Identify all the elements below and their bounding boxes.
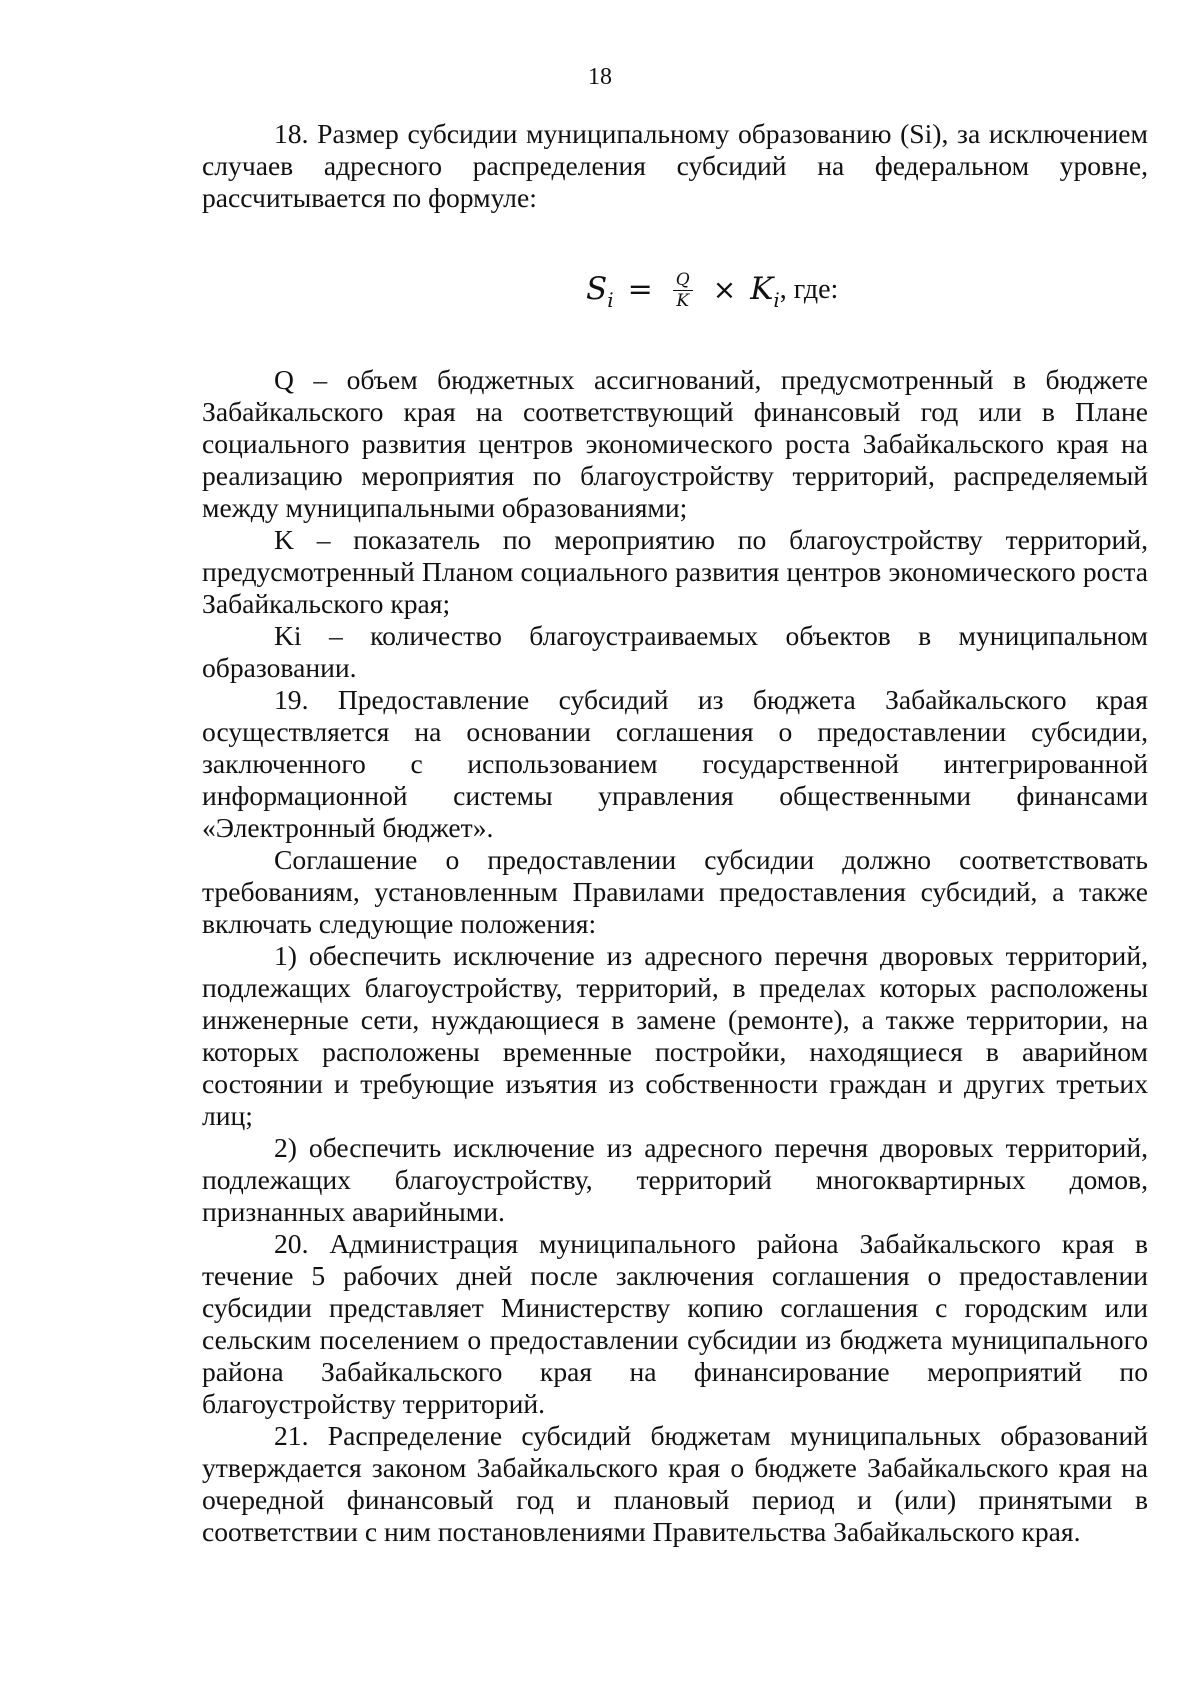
formula-operator: × [712, 273, 737, 306]
page-number: 18 [588, 64, 612, 90]
formula-fraction [673, 270, 693, 311]
paragraph-item-1: 1) обеспечить исключение из адресного перечня дворовых территорий, подлежащих благоустройству, территорий, в пределах которых расположены инженерные сети, нуждающиеся в замене (ремонте), а также территории, на которых расположены временные постройки, находящиеся в аварийном состоянии и требующие изъятия из собственности граждан и других третьих лиц; [202, 940, 1148, 1131]
paragraph-item-2: 2) обеспечить исключение из адресного перечня дворовых территорий, подлежащих благоустройству, территорий многоквартирных домов, признанных аварийными. [202, 1132, 1148, 1227]
formula-rhs: $K_i$ [750, 270, 780, 312]
paragraph-20: 20. Администрация муниципального района Забайкальского края в течение 5 рабочих дней после заключения соглашения о предоставлении субсидии представляет Министерству копию соглашения с городским или сельским поселением о предоставлении субсидии из бюджета муниципального района Забайкальского края на финансирование мероприятий по благоустройству территорий. [202, 1228, 1148, 1419]
paragraph-ki-definition: Ki – количество благоустраиваемых объектов в муниципальном образовании. [202, 620, 1148, 683]
subsidy-formula [202, 254, 1148, 326]
formula-denominator: K [676, 290, 690, 311]
formula-equals: = [627, 272, 653, 307]
paragraph-k-definition: K – показатель по мероприятию по благоустройству территорий, предусмотренный Планом социального развития центров экономического роста Забайкальского края; [202, 524, 1148, 619]
paragraph-19: 19. Предоставление субсидий из бюджета Забайкальского края осуществляется на основании соглашения о предоставлении субсидии, заключенного с использованием государственной интегрированной информационной системы управления общественными финансами «Электронный бюджет». [202, 684, 1148, 843]
paragraph-agreement: Соглашение о предоставлении субсидии должно соответствовать требованиям, установленным Правилами предоставления субсидий, а также включать следующие положения: [202, 844, 1148, 939]
paragraph-18: 18. Размер субсидии муниципальному образованию (Si), за исключением случаев адресного распределения субсидий на федеральном уровне, рассчитывается по формуле: [202, 118, 1148, 213]
paragraph-q-definition: Q – объем бюджетных ассигнований, предусмотренный в бюджете Забайкальского края на соответствующий финансовый год или в Плане социального развития центров экономического роста Забайкальского края на реализацию мероприятия по благоустройству территорий, распределяемый между муниципальными образованиями; [202, 364, 1148, 523]
formula-lhs: $S_i$ [586, 270, 614, 312]
paragraph-21: 21. Распределение субсидий бюджетам муниципальных образований утверждается законом Забайкальского края о бюджете Забайкальского края на очередной финансовый год и плановый период и (или) принятыми в соответствии с ним постановлениями Правительства Забайкальского края. [202, 1420, 1148, 1547]
formula-tail: , где: [779, 274, 839, 305]
document-body [202, 118, 1148, 1548]
formula-numerator: Q [673, 270, 693, 291]
